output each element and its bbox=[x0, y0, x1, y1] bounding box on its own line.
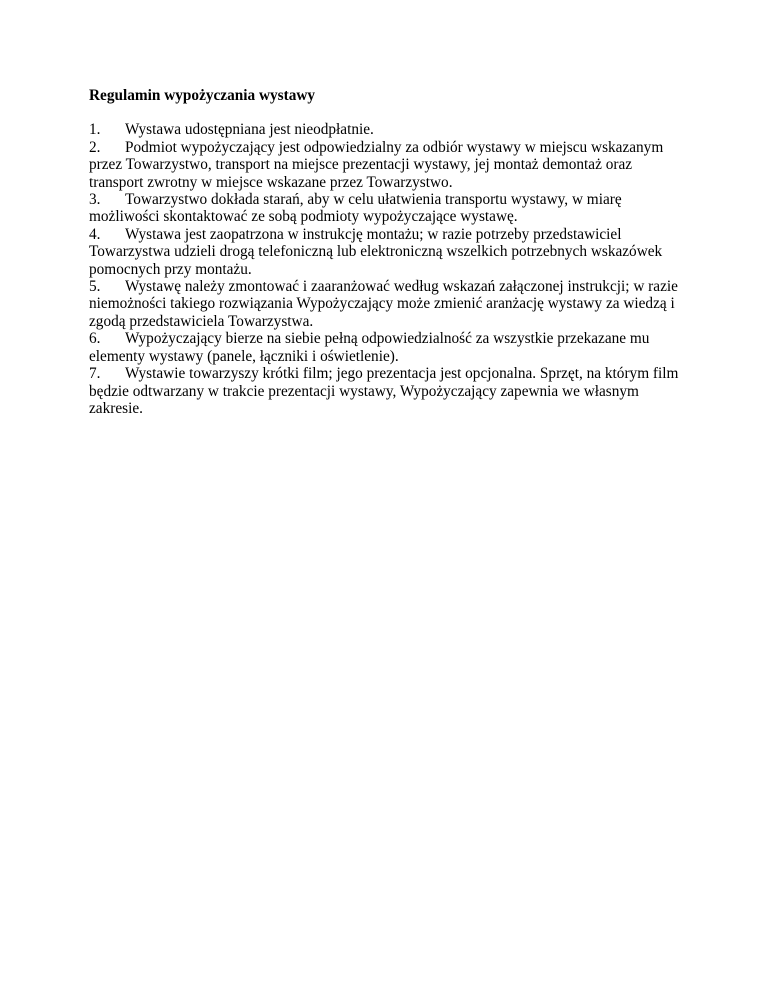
rule-number: 2. bbox=[89, 138, 101, 156]
rule-number: 3. bbox=[89, 191, 101, 209]
document-body bbox=[89, 87, 689, 417]
rule-number: 7. bbox=[89, 365, 101, 383]
rule-number: 6. bbox=[89, 330, 101, 348]
rule-text: Wystawa udostępniana jest nieodpłatnie. bbox=[125, 121, 374, 139]
rule-number: 4. bbox=[89, 225, 101, 243]
rule-text: Wypożyczający bierze na siebie pełną odpowiedzialność za wszystkie przekazane mu elementy wystawy (panele, łączniki i oświetlenie). bbox=[89, 330, 650, 365]
rule-text: Wystawa jest zaopatrzona w instrukcję montażu; w razie potrzeby przedstawiciel Towarzystwa udzieli drogą telefoniczną lub elektroniczną wszelkich potrzebnych wskazówek pomocnych przy montażu. bbox=[89, 225, 663, 278]
rule-text: Towarzystwo dokłada starań, aby w celu ułatwienia transportu wystawy, w miarę możliwości skontaktować ze sobą podmioty wypożyczające wystawę. bbox=[89, 191, 622, 226]
rule-number: 1. bbox=[89, 121, 101, 139]
rule-text: Wystawę należy zmontować i zaaranżować według wskazań załączonej instrukcji; w razie niemożności takiego rozwiązania Wypożyczający może zmienić aranżację wystawy za wiedzą i zgodą przedstawiciela Towarzystwa. bbox=[89, 278, 678, 330]
rule-item-6 bbox=[89, 330, 689, 365]
rule-item-4 bbox=[89, 226, 689, 278]
rules-list bbox=[89, 121, 689, 417]
rule-item-1 bbox=[89, 121, 689, 138]
rule-item-3 bbox=[89, 191, 689, 226]
rule-text: Podmiot wypożyczający jest odpowiedzialny za odbiór wystawy w miejscu wskazanym przez Towarzystwo, transport na miejsce prezentacji wystawy, jej montaż demontaż oraz transport zwrotny w miejsce wskazane przez Towarzystwo. bbox=[89, 138, 664, 191]
rule-item-2 bbox=[89, 139, 689, 191]
rule-text: Wystawie towarzyszy krótki film; jego prezentacja jest opcjonalna. Sprzęt, na którym film będzie odtwarzany w trakcie prezentacji wystawy, Wypożyczający zapewnia we własnym zakresie. bbox=[89, 365, 679, 417]
rule-item-5 bbox=[89, 278, 689, 330]
document-title: Regulamin wypożyczania wystawy bbox=[89, 87, 316, 104]
rule-item-7 bbox=[89, 365, 689, 417]
rule-number: 5. bbox=[89, 278, 101, 296]
